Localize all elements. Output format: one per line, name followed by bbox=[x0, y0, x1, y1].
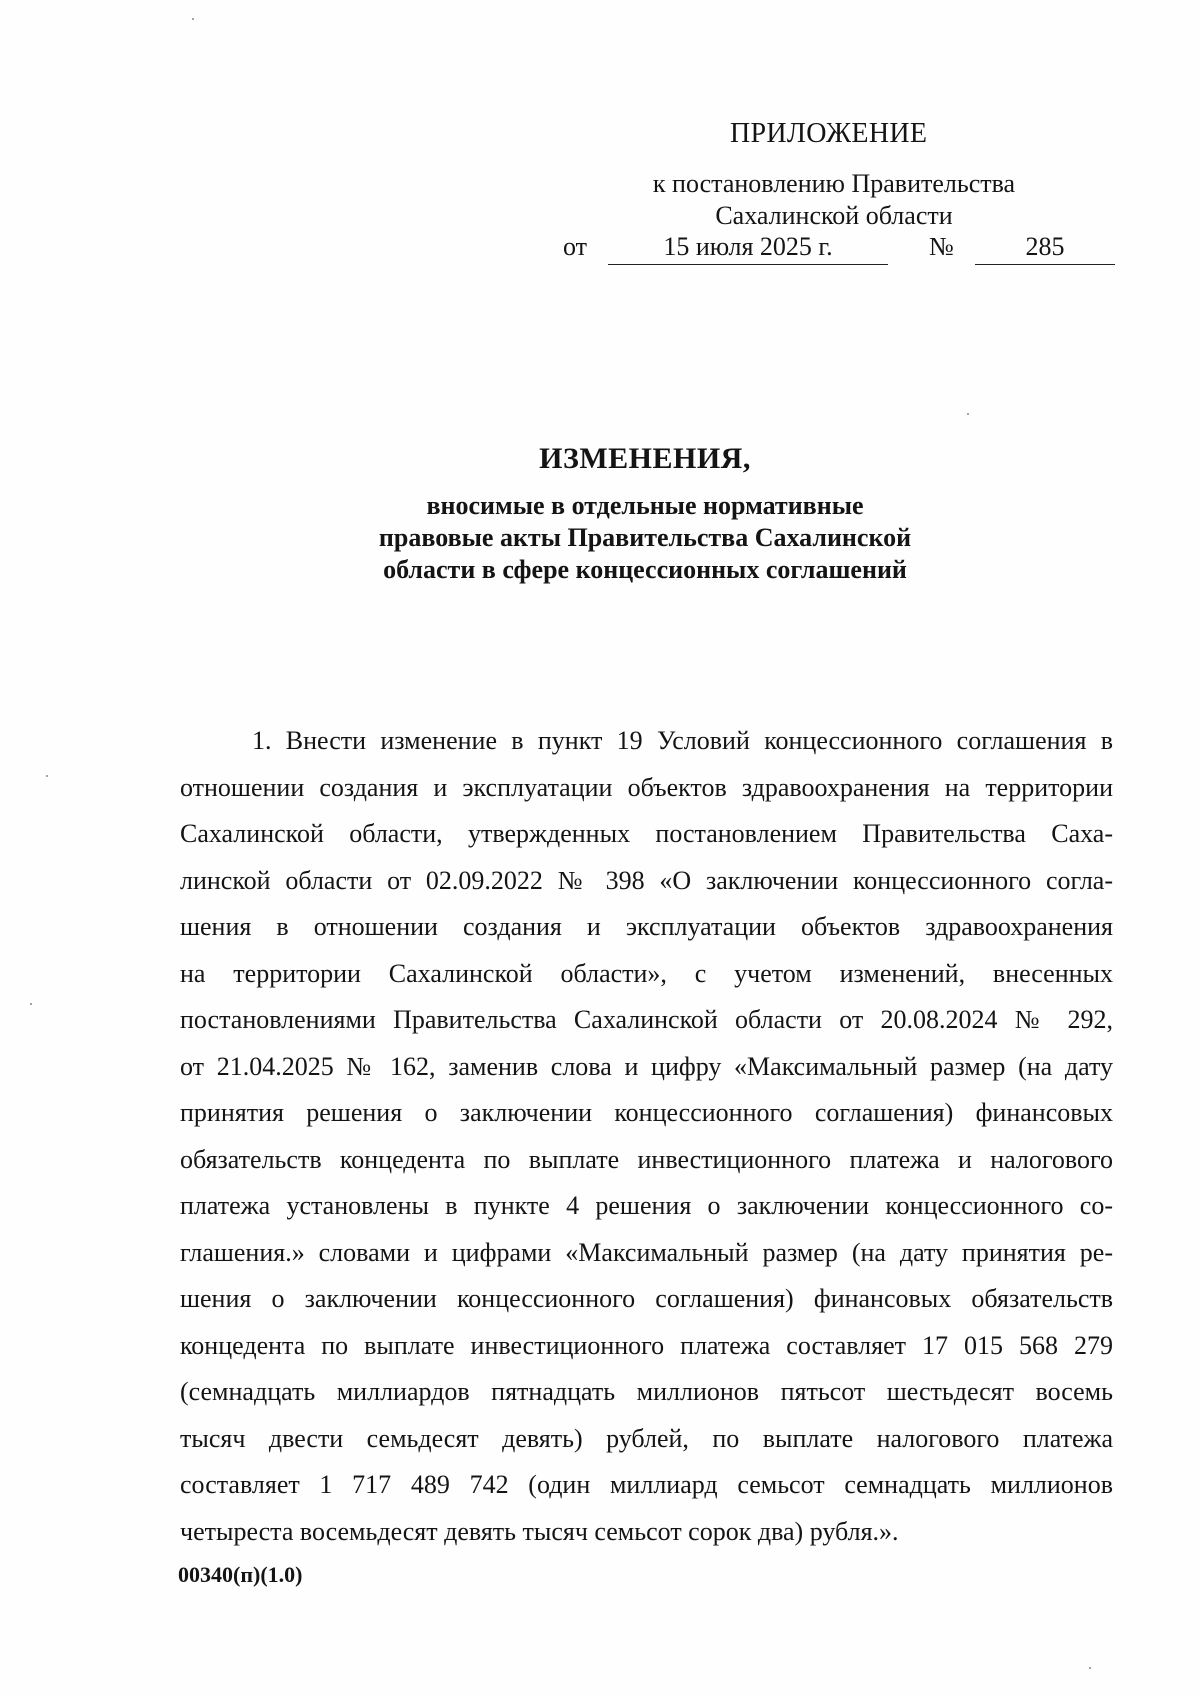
body-line: 1. Внести изменение в пункт 19 Условий концессионного соглашения в bbox=[252, 726, 1113, 755]
appendix-reference bbox=[634, 168, 1034, 232]
body-line: шения о заключении концессионного соглашения) финансовых обязательств bbox=[180, 1284, 1113, 1313]
document-title: ИЗМЕНЕНИЯ, bbox=[539, 442, 751, 475]
body-line: (семнадцать миллиардов пятнадцать миллионов пятьсот шестьдесят восемь bbox=[180, 1377, 1113, 1406]
appendix-reference-line: Сахалинской области bbox=[715, 201, 953, 230]
body-line: глашения.» словами и цифрами «Максимальный размер (на дату принятия ре- bbox=[180, 1237, 1113, 1267]
body-line: линской области от 02.09.2022 № 398 «О заключении концессионного согла- bbox=[180, 865, 1113, 895]
document-subtitle bbox=[300, 490, 990, 586]
scan-speck bbox=[1089, 1667, 1091, 1669]
number-sign: № bbox=[929, 232, 954, 261]
date-prefix: от bbox=[563, 232, 588, 261]
scan-speck bbox=[192, 18, 194, 20]
body-line: от 21.04.2025 № 162, заменив слова и цифру «Максимальный размер (на дату bbox=[180, 1051, 1113, 1081]
body-line: обязательств концедента по выплате инвестиционного платежа и налогового bbox=[180, 1144, 1113, 1174]
scan-speck bbox=[967, 413, 969, 415]
subtitle-line: правовые акты Правительства Сахалинской bbox=[378, 523, 912, 552]
body-line: постановлениями Правительства Сахалинской области от 20.08.2024 № 292, bbox=[180, 1005, 1113, 1034]
scan-speck bbox=[30, 1003, 32, 1005]
body-line: четыреста восемьдесят девять тысяч семьсот сорок два) рубля.». bbox=[180, 1516, 899, 1546]
document-code: 00340(п)(1.0) bbox=[178, 1562, 303, 1587]
subtitle-line: области в сфере концессионных соглашений bbox=[383, 555, 907, 584]
paragraph-1 bbox=[180, 718, 1113, 1555]
body-line: Сахалинской области, утвержденных постановлением Правительства Саха- bbox=[180, 819, 1113, 848]
body-line: на территории Сахалинской области», с учетом изменений, внесенных bbox=[180, 958, 1113, 988]
body-line: принятия решения о заключении концессионного соглашения) финансовых bbox=[180, 1098, 1113, 1127]
appendix-title: ПРИЛОЖЕНИЕ bbox=[730, 118, 928, 149]
body-line: тысяч двести семьдесят девять) рублей, по выплате налогового платежа bbox=[180, 1423, 1113, 1453]
appendix-reference-line: к постановлению Правительства bbox=[652, 169, 1016, 198]
resolution-date: 15 июля 2025 г. bbox=[608, 232, 888, 265]
body-line: отношении создания и эксплуатации объектов здравоохранения на территории bbox=[180, 772, 1113, 802]
subtitle-line: вносимые в отдельные нормативные bbox=[426, 491, 864, 520]
resolution-number: 285 bbox=[975, 232, 1115, 265]
body-line: составляет 1 717 489 742 (один миллиард семьсот семнадцать миллионов bbox=[180, 1470, 1113, 1499]
body-line: шения в отношении создания и эксплуатации объектов здравоохранения bbox=[180, 912, 1113, 941]
scan-speck bbox=[46, 775, 48, 777]
body-line: платежа установлены в пункте 4 решения о заключении концессионного со- bbox=[180, 1191, 1113, 1220]
body-line: концедента по выплате инвестиционного платежа составляет 17 015 568 279 bbox=[180, 1330, 1113, 1360]
